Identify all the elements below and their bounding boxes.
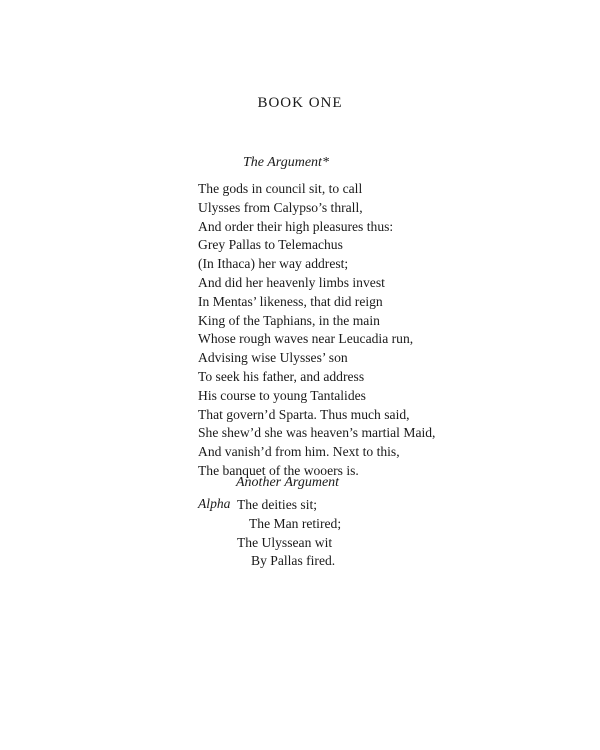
- verse-line: The banquet of the wooers is.: [198, 462, 359, 478]
- verse-line: The Ulyssean wit: [237, 534, 333, 550]
- another-argument-heading: Another Argument: [236, 475, 340, 490]
- argument-verse: [198, 180, 435, 481]
- verse-line: (In Ithaca) her way addrest;: [198, 256, 349, 272]
- verse-line: The deities sit;: [237, 497, 318, 512]
- book-title: BOOK ONE: [257, 95, 343, 111]
- verse-line: Whose rough waves near Leucadia run,: [198, 331, 414, 347]
- alpha-verse: [237, 496, 341, 571]
- verse-line: That govern’d Sparta. Thus much said,: [198, 406, 410, 422]
- verse-line: Advising wise Ulysses’ son: [198, 350, 348, 366]
- verse-line: In Mentas’ likeness, that did reign: [198, 293, 383, 309]
- verse-line: His course to young Tantalides: [198, 387, 366, 403]
- verse-line: Grey Pallas to Telemachus: [198, 237, 343, 253]
- verse-line: The gods in council sit, to call: [198, 181, 363, 196]
- verse-line: To seek his father, and address: [198, 368, 365, 384]
- verse-line: She shew’d she was heaven’s martial Maid,: [198, 425, 436, 441]
- verse-line: The Man retired;: [249, 515, 342, 531]
- verse-line: King of the Taphians, in the main: [198, 312, 380, 328]
- alpha-label: Alpha: [198, 496, 231, 511]
- verse-line: And order their high pleasures thus:: [198, 218, 394, 234]
- verse-line: And did her heavenly limbs invest: [198, 274, 385, 290]
- verse-line: And vanish’d from him. Next to this,: [198, 444, 400, 460]
- verse-line: By Pallas fired.: [251, 553, 336, 569]
- argument-heading: The Argument*: [243, 155, 329, 170]
- verse-line: Ulysses from Calypso’s thrall,: [198, 199, 363, 215]
